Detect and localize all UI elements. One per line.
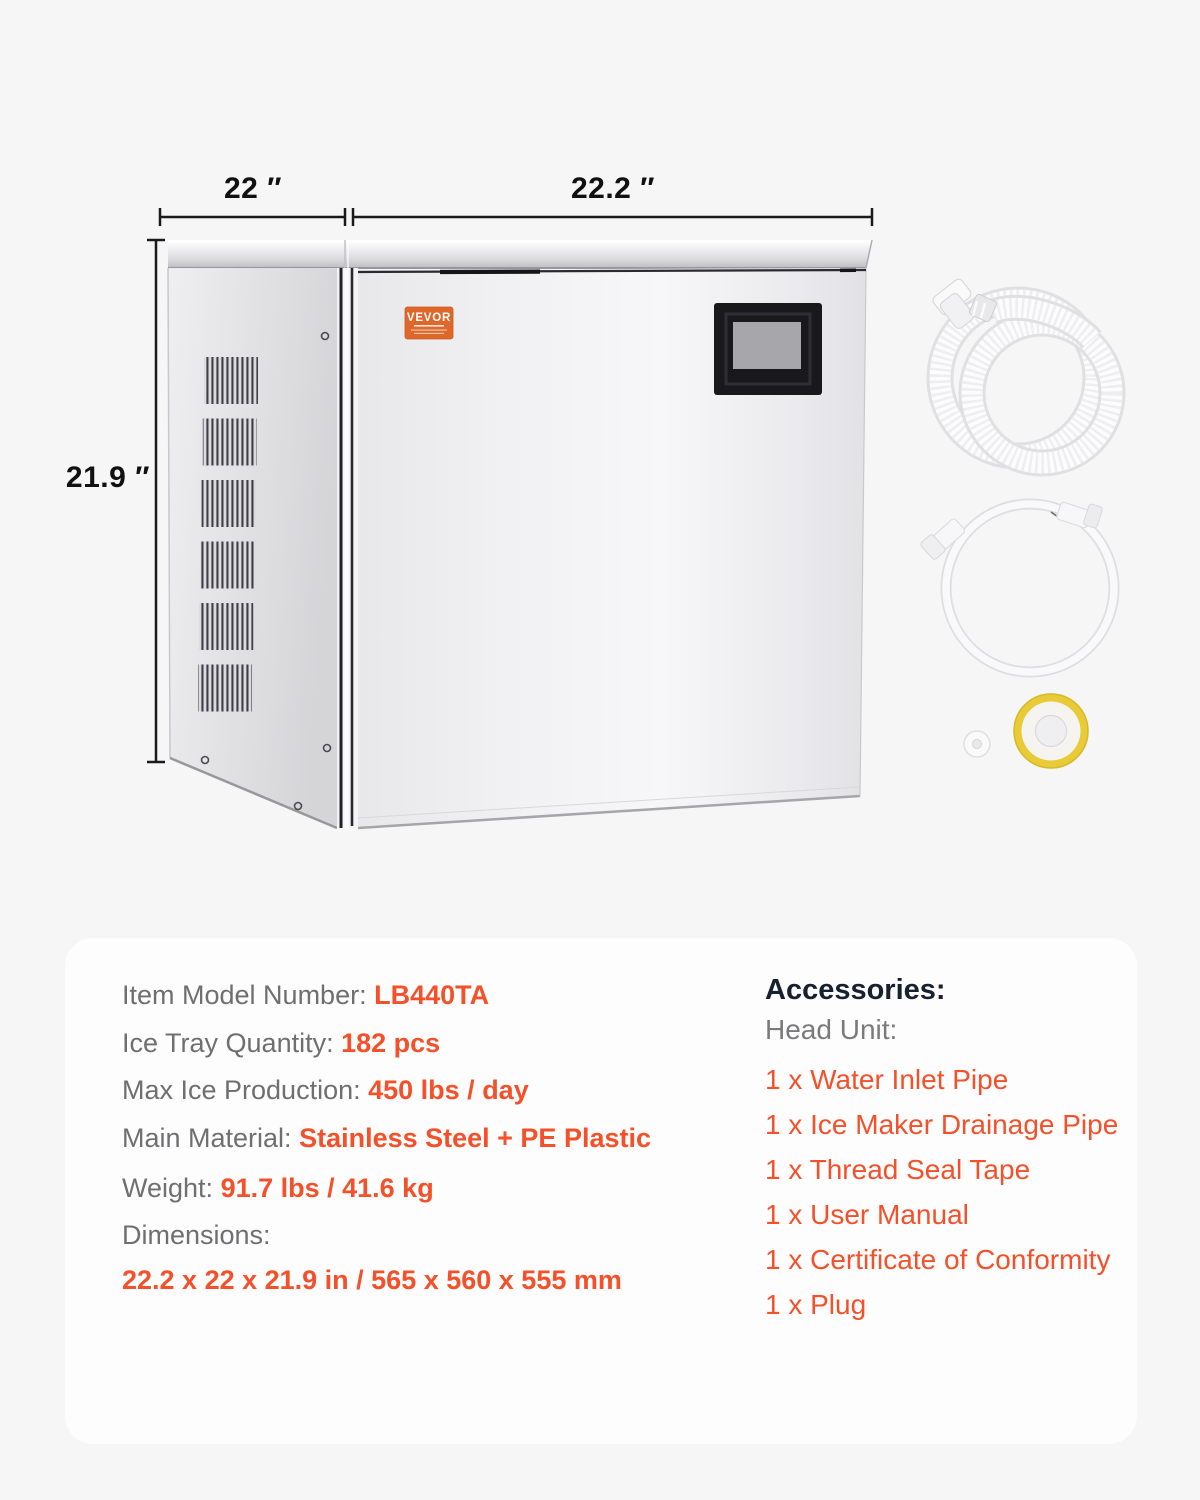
hose-connector: [931, 277, 997, 330]
dimension-line-height: [147, 240, 165, 762]
spec-label: Weight:: [122, 1173, 221, 1203]
spec-label: Dimensions:: [122, 1220, 271, 1250]
machine-side-panel: [168, 268, 337, 828]
water-inlet-pipe: [920, 501, 1114, 672]
accessory-item: 1 x Water Inlet Pipe: [765, 1064, 1009, 1095]
brand-badge-text: VEVOR: [406, 312, 452, 324]
dimension-label-width-front: 22.2 ″: [570, 172, 656, 205]
accessory-item: 1 x Thread Seal Tape: [765, 1154, 1031, 1185]
spec-row-ice-production: [122, 1073, 529, 1107]
spec-label: Item Model Number:: [122, 980, 375, 1010]
dimension-line-top-side: [160, 208, 345, 226]
spec-row-model: [122, 978, 489, 1012]
accessories-illustrations: [920, 277, 1114, 768]
spec-value: 182 pcs: [341, 1028, 441, 1058]
accessory-item: 1 x Plug: [765, 1289, 867, 1320]
brand-badge: [405, 307, 453, 339]
spec-value: Stainless Steel + PE Plastic: [299, 1123, 651, 1153]
machine-corner-seam: [337, 268, 358, 828]
spec-row-dimensions-value: [122, 1263, 622, 1297]
inlet-pipe-fitting-right: [1056, 501, 1103, 528]
accessory-item: 1 x Certificate of Conformity: [765, 1244, 1111, 1275]
spec-value: 91.7 lbs / 41.6 kg: [220, 1173, 434, 1203]
spec-label: Main Material:: [122, 1123, 300, 1153]
ice-maker-machine: [168, 240, 872, 828]
accessory-item: 1 x Ice Maker Drainage Pipe: [765, 1109, 1119, 1140]
dimension-line-top-front: [353, 208, 872, 226]
spec-row-material: [122, 1121, 651, 1155]
spec-panel: [65, 938, 1137, 1444]
dimension-label-height: 21.9 ″: [65, 461, 150, 494]
spec-value: LB440TA: [374, 980, 490, 1010]
spec-row-dimensions-label: [122, 1218, 271, 1252]
spec-value: 22.2 x 22 x 21.9 in / 565 x 560 x 555 mm: [122, 1265, 622, 1295]
spec-value: 450 lbs / day: [368, 1075, 529, 1105]
accessories-title: Accessories:: [765, 974, 946, 1006]
accessory-item: 1 x User Manual: [765, 1199, 969, 1230]
thread-seal-tape: [1014, 694, 1088, 768]
spec-label: Ice Tray Quantity:: [122, 1028, 342, 1058]
spec-row-weight: [122, 1171, 434, 1205]
control-display: [714, 303, 822, 395]
spec-row-tray-quantity: [122, 1026, 440, 1060]
machine-top-lid: [168, 240, 872, 268]
spec-label: Max Ice Production:: [122, 1075, 369, 1105]
washer: [964, 731, 990, 757]
drainage-hose: [931, 277, 1112, 463]
accessories-subtitle: Head Unit:: [765, 1014, 898, 1045]
dimension-label-width-side: 22 ″: [223, 172, 283, 205]
